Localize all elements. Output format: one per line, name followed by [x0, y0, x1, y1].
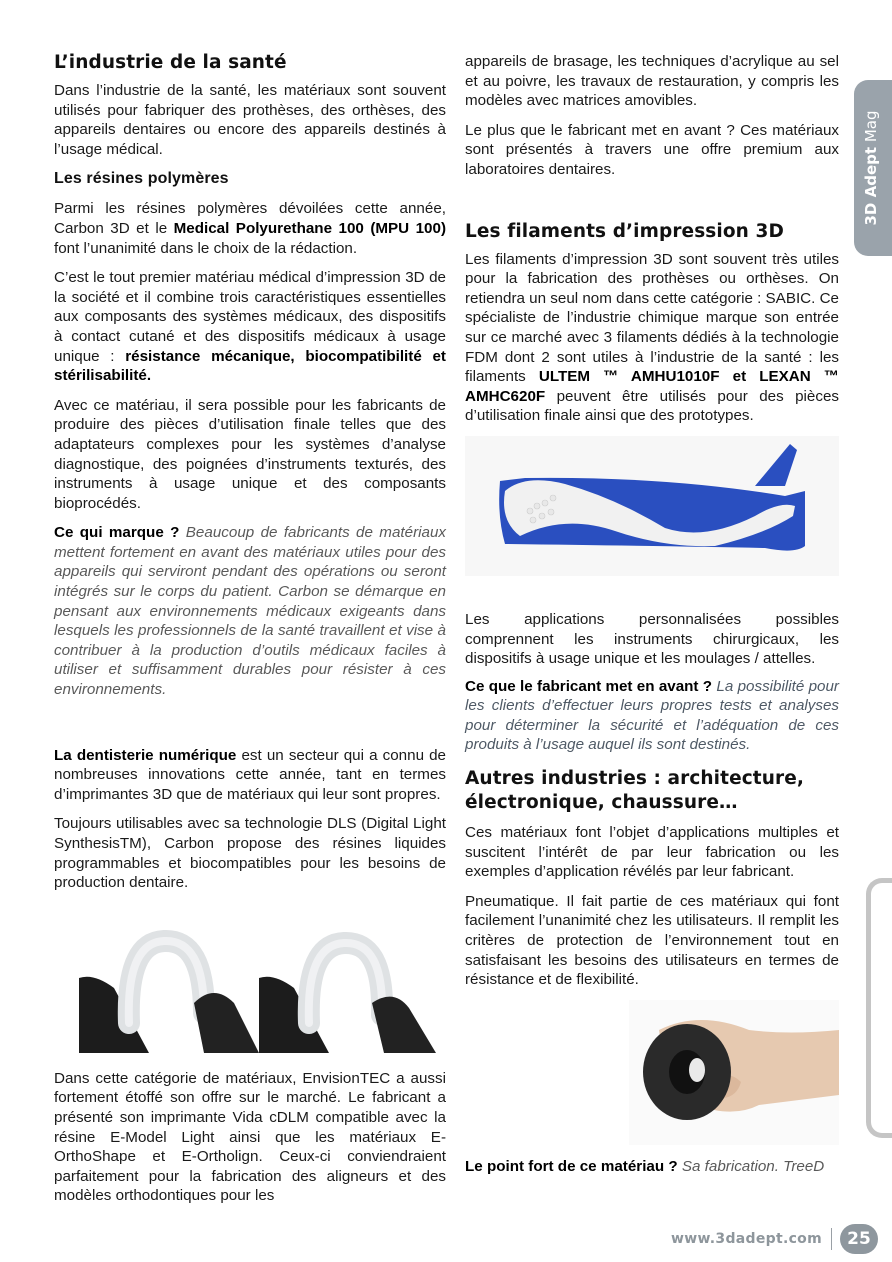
tire	[643, 1024, 731, 1120]
splint-photo	[465, 436, 839, 586]
health-intro: Dans l’industrie de la santé, les matériaux sont souvent utilisés pour fabriquer des prothèses, des orthèses, des appareils dentaires ou encore des appareils destinés à l’usage médical.	[54, 82, 446, 158]
footer-divider	[831, 1228, 832, 1250]
envisiontec-paragraph: Dans cette catégorie de matériaux, EnvisionTEC a aussi fortement étoffé son offre sur le marché. Le fabricant a présenté son imprimante Vida cDLM compatible avec la résine E-Model Light ainsi que les matériaux E-OrthoShape et E-Ortholign. Ceux-ci conviendraient parfaitement pour la fabrication des aligneurs et des modèles orthodontiques pour les	[54, 1069, 446, 1205]
resins-paragraph-2: C’est le tout premier matériau médical d’impression 3D de la société et il combine trois caractéristiques essentielles aux composants des systèmes médicaux, des dispositifs à contact cutané et des dispositifs médicaux à usage unique : résistance mécanique, biocompatibilité et stérilisabilité.	[54, 269, 446, 385]
filaments-paragraph: Les filaments d’impression 3D sont souvent très utiles pour la fabrication des prothèses ou orthèses. On retiendra un seul nom dans cette catégorie : SABIC. Ce spécialiste de l’industrie chimique marque son entrée sur ce marché avec 3 filaments dédiés à la technologie FDM dont 2 sont utiles à l’industrie de la santé : les filaments ULTEM ™ AMHU1010F et LEXAN ™ AMHC620F peuvent être utilisés pour des pièces d’utilisation finale ainsi que des prototypes.	[465, 250, 839, 425]
tire-photo	[629, 1000, 839, 1145]
section-heading-health: L’industrie de la santé	[54, 52, 287, 73]
resins-paragraph-1: Parmi les résines polymères dévoilées cette année, Carbon 3D et le Medical Polyurethane 100 (MPU 100) font l’unanimité dans le choix de la rédaction.	[54, 200, 446, 257]
dental-continued: appareils de brasage, les techniques d’acrylique au sel et au poivre, les travaux de restauration, y compris les modèles avec matrices amovibles.	[465, 53, 839, 110]
website-url[interactable]: www.3dadept.com	[671, 1231, 822, 1247]
resins-highlight: Ce qui marque ? Beaucoup de fabricants de matériaux mettent fortement en avant des matériaux utiles pour des appareils qui serviront pendant des opérations ou seront intégrés sur le corps du patient. Carbon se démarque en pensant aux environnements médicaux exigeants dans lesquels les professionnels de la santé travaillent et vise à contribuer à la production d’outils médicaux faciles à utiliser et suffisamment durables pour résister à ces environnements.	[54, 524, 446, 699]
tire-image	[629, 1000, 839, 1145]
aligners-photo	[54, 903, 446, 1061]
right-column	[465, 52, 839, 1186]
other-industries-paragraph-2: Pneumatique. Il fait partie de ces matériaux qui font facilement l’unanimité chez les utilisateurs. Il remplit les critères de protection de l’environnement tout en satisfaisant les besoins des utilisateurs en termes de résistance et de flexibilité.	[465, 892, 839, 989]
side-bracket-decoration	[866, 878, 892, 1138]
splint-image	[465, 436, 839, 586]
filaments-applications: Les applications personnalisées possibles comprennent les instruments chirurgicaux, les dispositifs à usage unique et les moulages / attelles.	[465, 610, 839, 668]
dental-paragraph-1: La dentisterie numérique est un secteur qui a connu de nombreuses innovations cette année, tant en termes d’imprimantes 3D que de matériaux qui leur sont propres.	[54, 746, 447, 803]
page-footer	[671, 1224, 878, 1254]
dental-highlight: Le plus que le fabricant met en avant ? Ces matériaux sont présentés à travers une offre premium aux laboratoires dentaires.	[465, 121, 839, 178]
section-heading-filaments: Les filaments d’impression 3D	[465, 220, 784, 242]
subheading-resins: Les résines polymères	[54, 170, 229, 188]
dental-paragraph-2: Toujours utilisables avec sa technologie DLS (Digital Light SynthesisTM), Carbon propose des résines liquides programmables et biocompatibles pour les besoins de production dentaire.	[54, 815, 446, 892]
page-number: 25	[840, 1224, 878, 1254]
tire-highlight: Le point fort de ce matériau ? Sa fabrication. TreeD	[465, 1157, 825, 1175]
magazine-side-tab	[854, 80, 892, 256]
resins-paragraph-3: Avec ce matériau, il sera possible pour les fabricants de produire des pièces d’utilisation finale telles que des adaptateurs complexes pour les systèmes d’analyse diagnostique, des poignées d’instruments texturés, des instruments à usage unique et des composants bioprocédés.	[54, 396, 446, 512]
other-industries-paragraph-1: Ces matériaux font l’objet d’applications multiples et suscitent l’intérêt de par leur fabrication ou les exemples d’application révélés par leur fabricant.	[465, 824, 839, 881]
section-heading-other-industries: Autres industries : architecture, électronique, chaussure…	[465, 768, 804, 814]
left-column	[54, 48, 446, 1216]
magazine-name: 3D Adept Mag	[862, 110, 880, 226]
filaments-highlight: Ce que le fabricant met en avant ? La possibilité pour les clients d’effectuer leurs propres tests et analyses pour déterminer la sécurité et l’adéquation de ces produits à l’usage auquel ils sont destinés.	[465, 677, 839, 754]
aligners-image	[54, 903, 446, 1061]
